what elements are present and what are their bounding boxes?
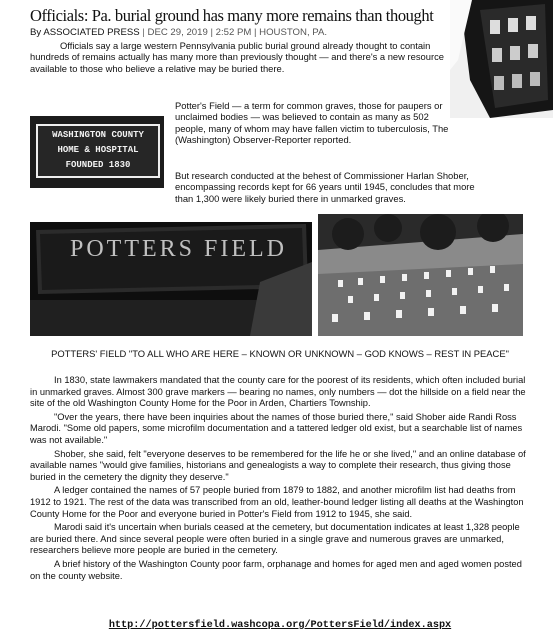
potters-field-sign-photo xyxy=(30,222,312,336)
body-paragraph: A brief history of the Washington County poor farm, orphanage and homes for aged men and aged women posted on the county website. xyxy=(30,558,522,581)
cemetery-photo-art xyxy=(318,214,523,336)
sign-line-3: FOUNDED 1830 xyxy=(65,160,131,170)
byline-source: ASSOCIATED PRESS xyxy=(43,27,140,38)
headline: Officials: Pa. burial ground has many more remains than thought xyxy=(30,6,434,25)
byline-separator: | xyxy=(142,27,145,38)
potters-field-paragraph: Potter's Field — a term for common graves, those for paupers or unclaimed bodies — was believed to contain as many as 502 people, many of whom may have fallen victim to tuberculosis, The (Washington) Observer-Reporter reported. xyxy=(175,100,449,146)
body-paragraph: Shober, she said, felt "everyone deserves to be remembered for the life he or she lived," and an online database of available names "would give families, historians and genealogists a way to complete their research, thus giving those buried in the cemetery the dignity they deserve." xyxy=(30,448,526,482)
potters-sign-text: POTTERS FIELD xyxy=(70,236,288,262)
body-paragraph: "Over the years, there have been inquiries about the names of those buried there," said Shober aide Randi Ross Marodi. "Some old papers, some microfilm documentation and a tattered ledger old exist, but a searchable list of names was not available." xyxy=(30,411,523,445)
byline-dateline: DEC 29, 2019 | 2:52 PM | HOUSTON, PA. xyxy=(147,27,328,38)
body-paragraph: A ledger contained the names of 57 people buried from 1879 to 1882, and another microfilm list had deaths from 1912 to 1921. The rest of the data was transcribed from an old, leather-bound ledger listing all deaths at the Washington County Home for the Poor and everyone buried in Potter's Field from 1912 to 1945, she said. xyxy=(30,485,524,519)
research-paragraph: But research conducted at the behest of Commissioner Harlan Shober, encompassing records kept for 66 years until 1945, concludes that more than 1,300 were likely buried there in unmarked graves. xyxy=(175,170,475,204)
byline-prefix: By xyxy=(30,27,42,38)
county-sign-plate xyxy=(36,124,160,178)
body-paragraph: In 1830, state lawmakers mandated that the county care for the poorest of its residents, which often included burial in unmarked graves. Almost 300 grave markers — bearing no names, only numbers — dot the hillside on a field near the site of the old Washington County Home for the Poor in Arden, Chartiers Township. xyxy=(30,375,526,409)
body-paragraph: Marodi said it's uncertain when burials ceased at the cemetery, but documentation indicates at least 1,328 people are buried there. And since several people were often buried in a single grave and numerous graves are unmarked, researchers believe more people are buried in the cemetery. xyxy=(30,522,520,556)
photo-caption: POTTERS' FIELD "TO ALL WHO ARE HERE – KNOWN OR UNKNOWN – GOD KNOWS – REST IN PEACE" xyxy=(51,348,509,359)
sign-line-2: HOME & HOSPITAL xyxy=(57,145,139,155)
byline xyxy=(30,27,430,38)
county-website-link[interactable]: http://pottersfield.washcopa.org/PottersField/index.aspx xyxy=(108,620,452,631)
sign-line-1: WASHINGTON COUNTY xyxy=(52,130,144,140)
building-photo xyxy=(450,0,553,118)
intro-paragraph: Officials say a large western Pennsylvania public burial ground already thought to contain hundreds of remains actually has many more than previously thought — and there's a new resource available to those who believe a relative may be buried there. xyxy=(30,40,444,74)
county-sign-photo xyxy=(30,116,164,188)
article-body xyxy=(30,375,530,584)
building-photo-art xyxy=(450,0,553,118)
cemetery-photo xyxy=(318,214,523,336)
